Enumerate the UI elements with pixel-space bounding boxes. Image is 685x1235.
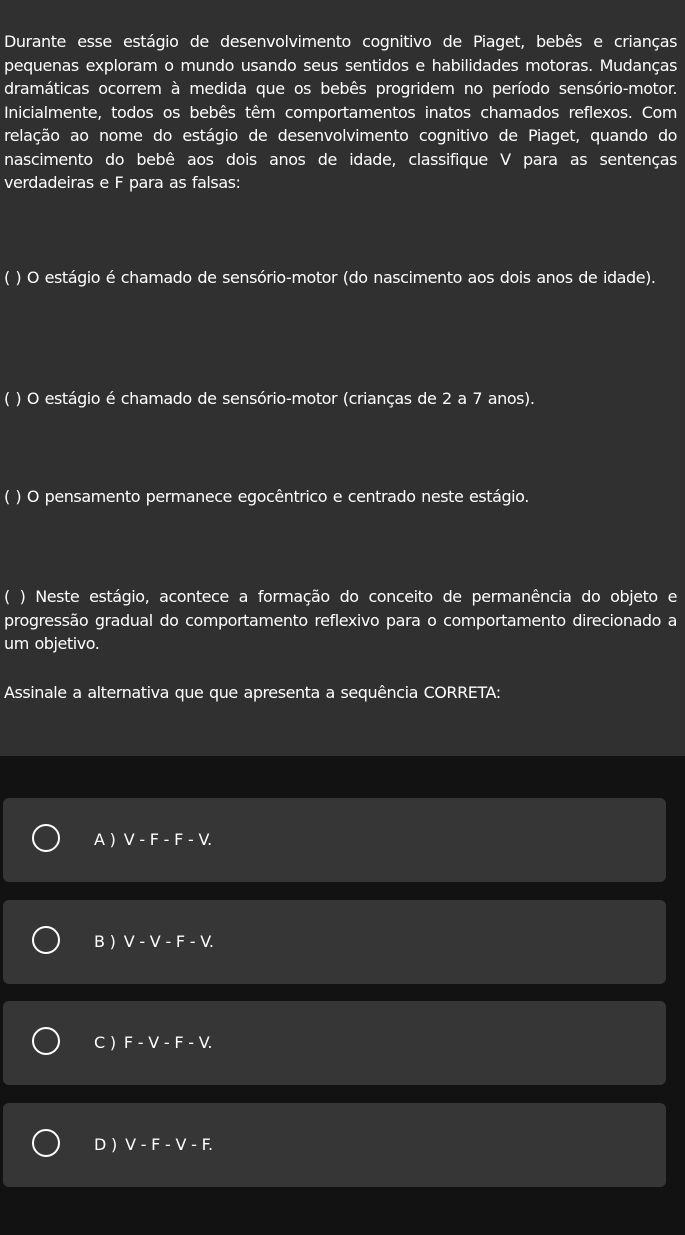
radio-circle-icon[interactable] (32, 926, 60, 954)
option-text: V - F - F - V. (123, 830, 213, 849)
radio-circle-icon[interactable] (32, 1027, 60, 1055)
radio-circle-icon[interactable] (32, 824, 60, 852)
statement-3: ( ) O pensamento permanece egocêntrico e centrado neste estágio. (4, 487, 529, 506)
option-letter: C ) (94, 1033, 116, 1052)
statement-1: ( ) O estágio é chamado de sensório-motor (do nascimento aos dois anos de idade). (4, 268, 656, 287)
question-intro: Durante esse estágio de desenvolvimento cognitivo de Piaget, bebês e crianças pequenas exploram o mundo usando seus sentidos e habilidades motoras. Mudanças dramáticas ocorrem à medida que os bebês progridem no período sensório-motor. Inicialmente, todos os bebês têm comportamentos inatos chamados reflexos. Com relação ao nome do estágio de desenvolvimento cognitivo de Piaget, quando do nascimento do bebê aos dois anos de idade, classifique V para as sentenças verdadeiras e F para as falsas: (4, 32, 677, 192)
option-b-label (94, 931, 214, 953)
radio-circle-icon[interactable] (32, 1129, 60, 1157)
option-d-label (94, 1134, 213, 1156)
option-a-label (94, 829, 212, 851)
option-a[interactable] (3, 798, 666, 882)
option-b[interactable] (3, 900, 666, 984)
option-d[interactable] (3, 1103, 666, 1187)
question-prompt: Assinale a alternativa que que apresenta a sequência CORRETA: (4, 683, 501, 702)
option-letter: B ) (94, 932, 116, 951)
statement-4: ( ) Neste estágio, acontece a formação do conceito de permanência do objeto e progressão gradual do comportamento reflexivo para o comportamento direcionado a um objetivo. (4, 587, 677, 653)
option-c[interactable] (3, 1001, 666, 1085)
option-text: V - F - V - F. (125, 1135, 213, 1154)
option-letter: D ) (94, 1135, 118, 1154)
option-c-label (94, 1032, 212, 1054)
option-text: F - V - F - V. (123, 1033, 213, 1052)
option-letter: A ) (94, 830, 116, 849)
option-text: V - V - F - V. (123, 932, 214, 951)
statement-2: ( ) O estágio é chamado de sensório-motor (crianças de 2 a 7 anos). (4, 389, 535, 408)
